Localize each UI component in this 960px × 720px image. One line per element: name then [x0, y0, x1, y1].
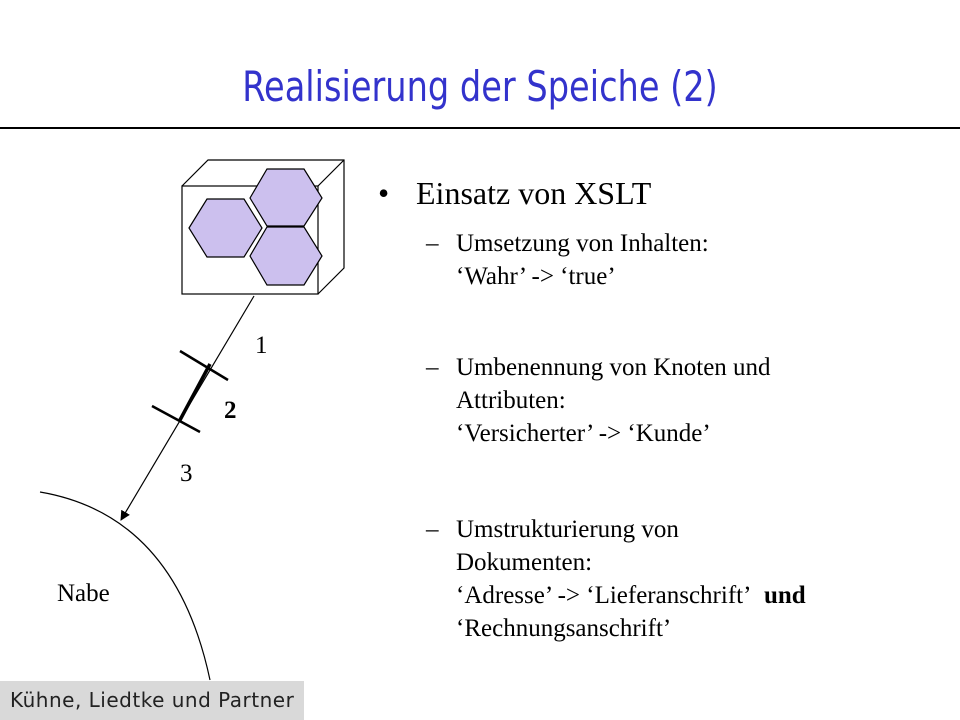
subitem-dash: – — [426, 354, 439, 381]
subitem-dash: – — [426, 230, 439, 257]
hexagon-top-right — [250, 169, 322, 226]
spoke-label-1: 1 — [255, 332, 268, 359]
subitem-line: Umstrukturierung von — [456, 516, 679, 543]
subitem-line-text: ‘Adresse’ -> ‘Lieferanschrift’ — [456, 582, 752, 609]
footer-company-name: Kühne, Liedtke und Partner — [10, 688, 295, 712]
emphasis-word: und — [763, 582, 806, 609]
hub-label: Nabe — [57, 580, 110, 607]
subitem-dash: – — [426, 516, 439, 543]
spoke-label-3: 3 — [180, 460, 193, 487]
subitem-line: Dokumenten: — [456, 549, 593, 576]
subitem-line: Umsetzung von Inhalten: — [456, 230, 709, 257]
subitem-line: ‘Versicherter’ -> ‘Kunde’ — [456, 420, 711, 447]
subitem-line: Umbenennung von Knoten und — [456, 354, 771, 381]
subitem-line: ‘Wahr’ -> ‘true’ — [456, 263, 616, 290]
subitem-line: ‘Rechnungsanschrift’ — [456, 615, 672, 642]
hexagon-left — [189, 199, 262, 257]
spoke-bold-segment — [180, 364, 210, 420]
main-bullet-text: Einsatz von XSLT — [416, 175, 652, 211]
slide-title: Realisierung der Speiche (2) — [242, 62, 718, 111]
footer-banner — [0, 681, 304, 720]
hexagon-bottom-right — [250, 227, 322, 285]
bullet-dot-icon: • — [378, 175, 390, 211]
box-right-edge — [318, 160, 344, 186]
subitem-line-with-emphasis — [456, 579, 806, 612]
spoke-label-2: 2 — [224, 397, 237, 424]
subitem-line: Attributen: — [456, 387, 566, 414]
